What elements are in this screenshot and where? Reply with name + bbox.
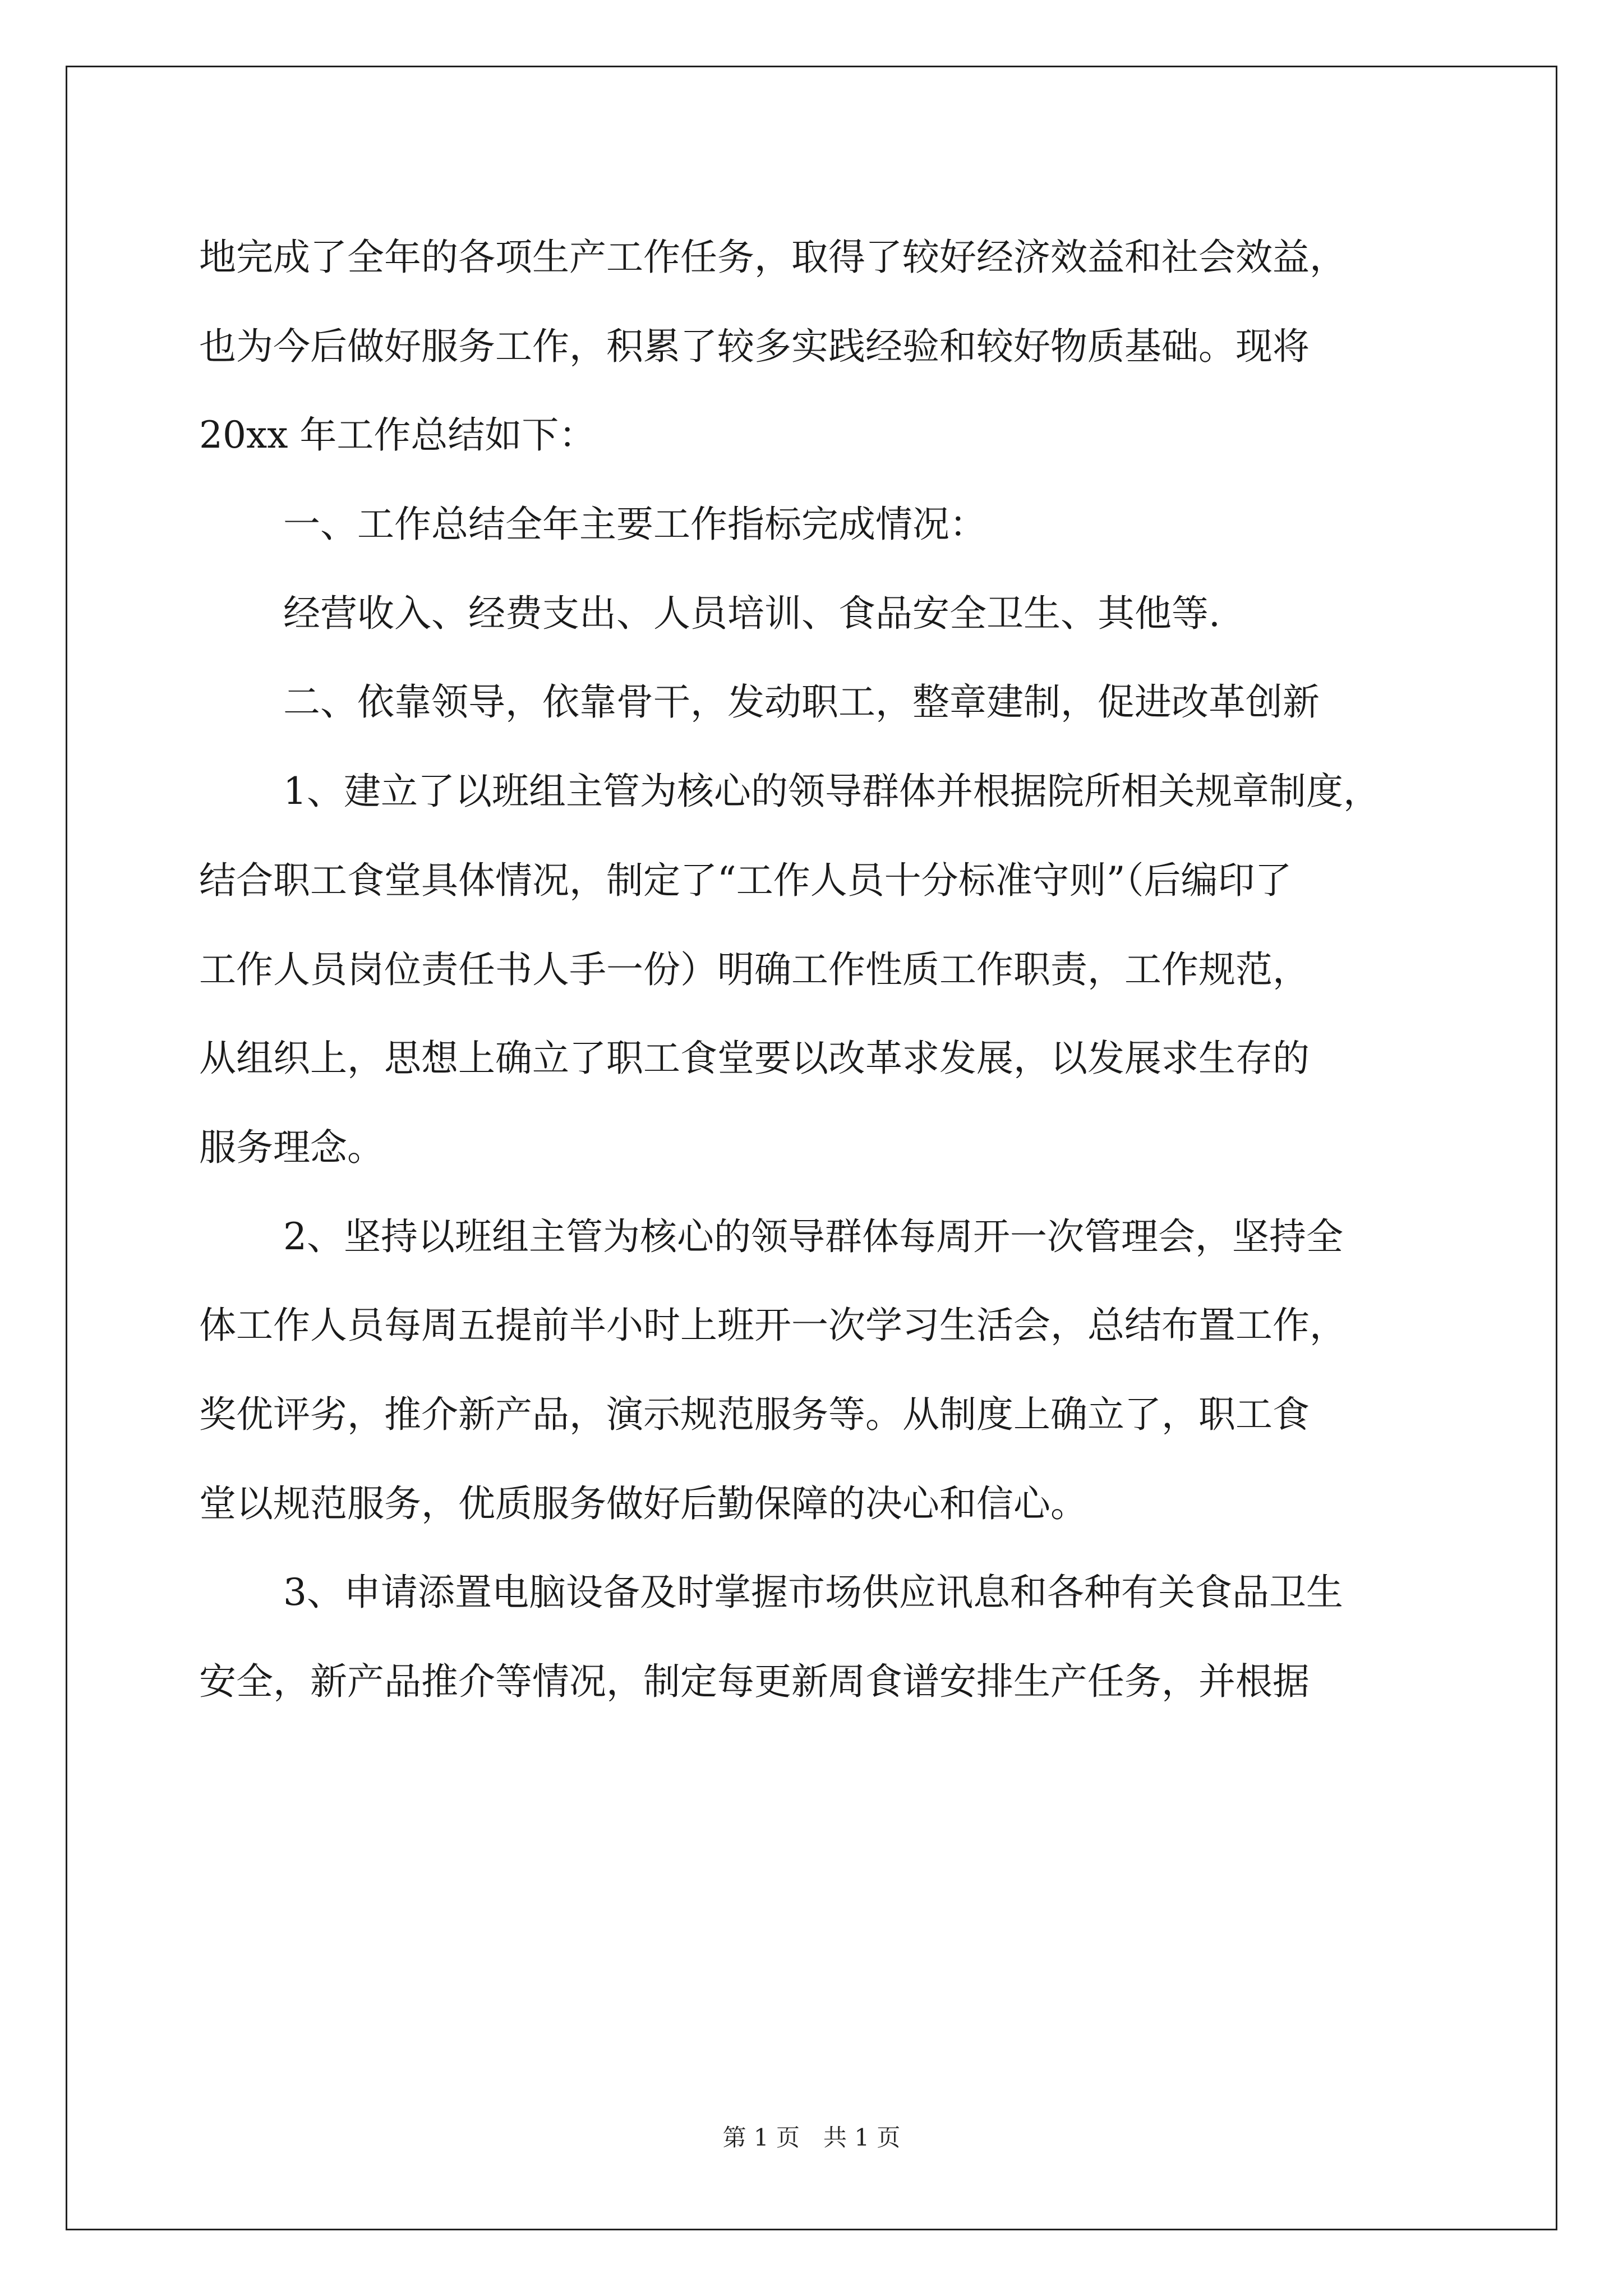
item-2-line-4: 堂以规范服务，优质服务做好后勤保障的决心和信心。	[199, 1481, 1087, 1525]
item-1-line-5: 服务理念。	[199, 1125, 384, 1169]
item-3-line-1: 3、申请添置电脑设备及时掌握市场供应讯息和各种有关食品卫生	[283, 1571, 1343, 1614]
text-line-1: 地完成了全年的各项生产工作任务，取得了较好经济效益和社会效益，	[199, 236, 1347, 279]
page-footer: 第 1 页 共 1 页	[722, 2124, 901, 2151]
text-line-2: 也为今后做好服务工作，积累了较多实践经验和较好物质基础。现将	[199, 324, 1310, 368]
item-3-line-2: 安全，新产品推介等情况，制定每更新周食谱安排生产任务，并根据	[199, 1660, 1310, 1703]
section-heading-2: 二、依靠领导，依靠骨干，发动职工，整章建制，促进改革创新	[283, 680, 1320, 724]
text-line-3: 20xx 年工作总结如下：	[199, 413, 596, 457]
item-2-line-3: 奖优评劣，推介新产品，演示规范服务等。从制度上确立了，职工食	[199, 1392, 1310, 1436]
document-body	[199, 213, 1433, 1727]
item-2-line-1: 2、坚持以班组主管为核心的领导群体每周开一次管理会，坚持全	[283, 1214, 1343, 1258]
item-1-line-1: 1、建立了以班组主管为核心的领导群体并根据院所相关规章制度，	[283, 770, 1380, 813]
text-line-5: 经营收入、经费支出、人员培训、食品安全卫生、其他等.	[283, 591, 1220, 635]
item-1-line-3: 工作人员岗位责任书人手一份）明确工作性质工作职责，工作规范，	[199, 947, 1310, 991]
item-1-line-2: 结合职工食堂具体情况，制定了“工作人员十分标准守则”（后编印了	[199, 858, 1292, 902]
item-1-line-4: 从组织上，思想上确立了职工食堂要以改革求发展，以发展求生存的	[199, 1037, 1310, 1080]
item-2-line-2: 体工作人员每周五提前半小时上班开一次学习生活会，总结布置工作，	[199, 1304, 1347, 1347]
section-heading-1: 一、工作总结全年主要工作指标完成情况：	[283, 503, 986, 546]
